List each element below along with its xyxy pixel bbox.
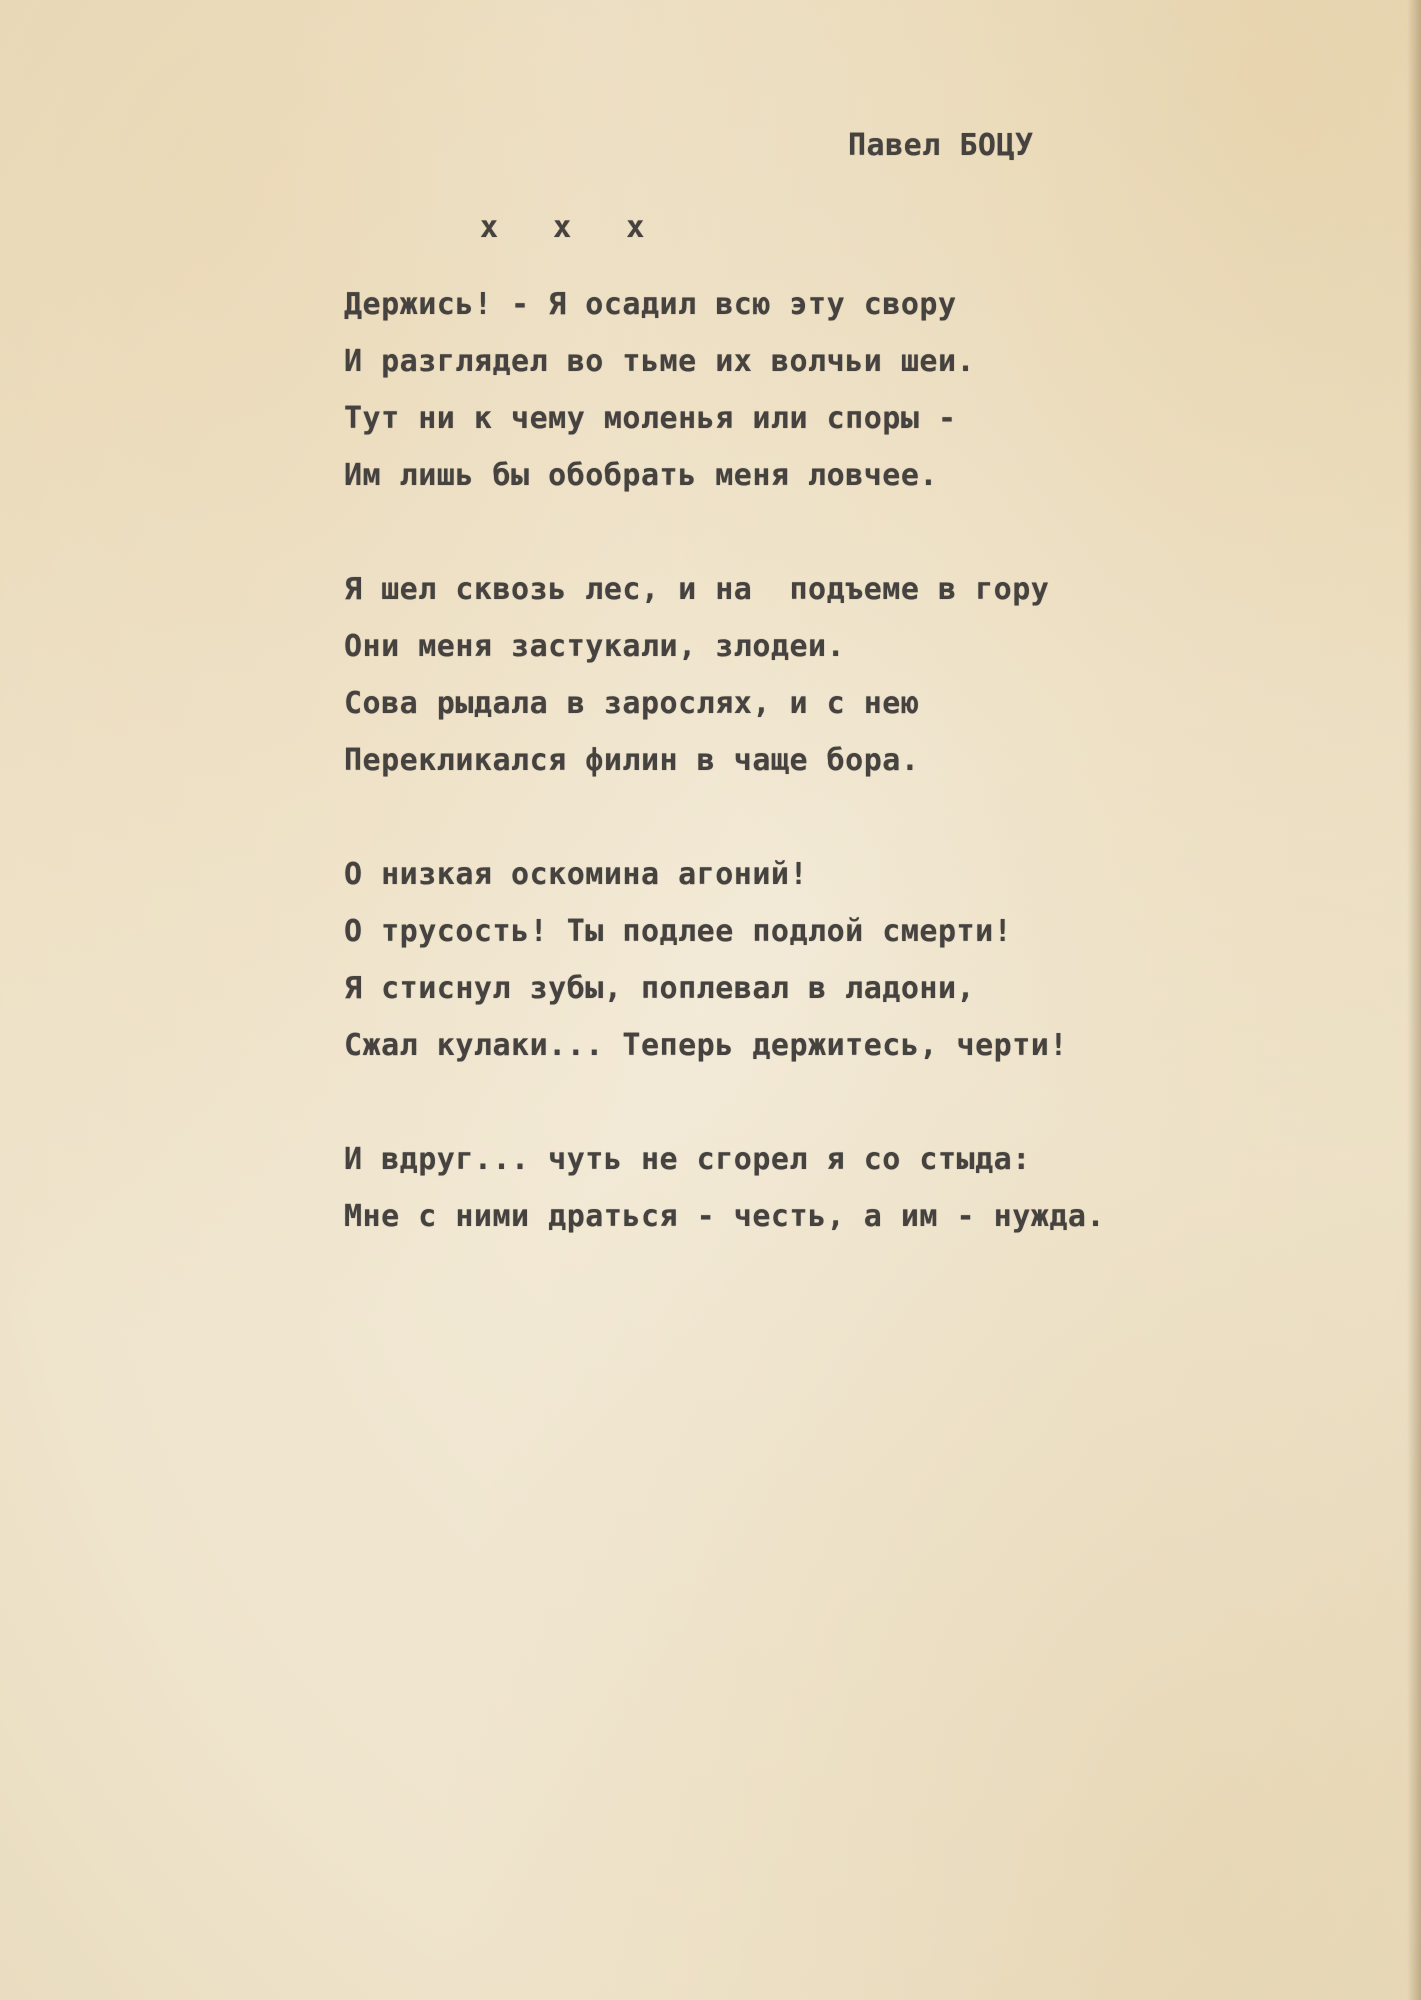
poem-line: И вдруг... чуть не сгорел я со стыда: (344, 1142, 1031, 1177)
stanza-2 (344, 561, 1105, 789)
stanza-3 (344, 846, 1105, 1074)
poem-line: Тут ни к чему моленья или споры - (344, 401, 957, 436)
poem-line: Им лишь бы обобрать меня ловчее. (344, 458, 938, 493)
stanza-1 (344, 276, 1105, 504)
poem-body (344, 276, 1105, 1302)
stanza-4 (344, 1131, 1105, 1245)
poem-line: Я стиснул зубы, поплевал в ладони, (344, 971, 976, 1006)
poem-separator: x x x (480, 210, 645, 245)
poem-line: И разглядел во тьме их волчьи шеи. (344, 344, 976, 379)
poem-line: О трусость! Ты подлее подлой смерти! (344, 914, 1013, 949)
poem-line: Я шел сквозь лес, и на подъеме в гору (344, 572, 1050, 607)
poem-line: Держись! - Я осадил всю эту свору (344, 287, 957, 322)
poem-line: Сжал кулаки... Теперь держитесь, черти! (344, 1028, 1068, 1063)
author-name: Павел БОЦУ (848, 128, 1034, 163)
poem-line: О низкая оскомина агоний! (344, 857, 809, 892)
poem-line: Сова рыдала в зарослях, и с нею (344, 686, 920, 721)
poem-line: Мне с ними драться - честь, а им - нужда. (344, 1199, 1106, 1234)
poem-line: Они меня застукали, злодеи. (344, 629, 846, 664)
poem-line: Перекликался филин в чаще бора. (344, 743, 920, 778)
